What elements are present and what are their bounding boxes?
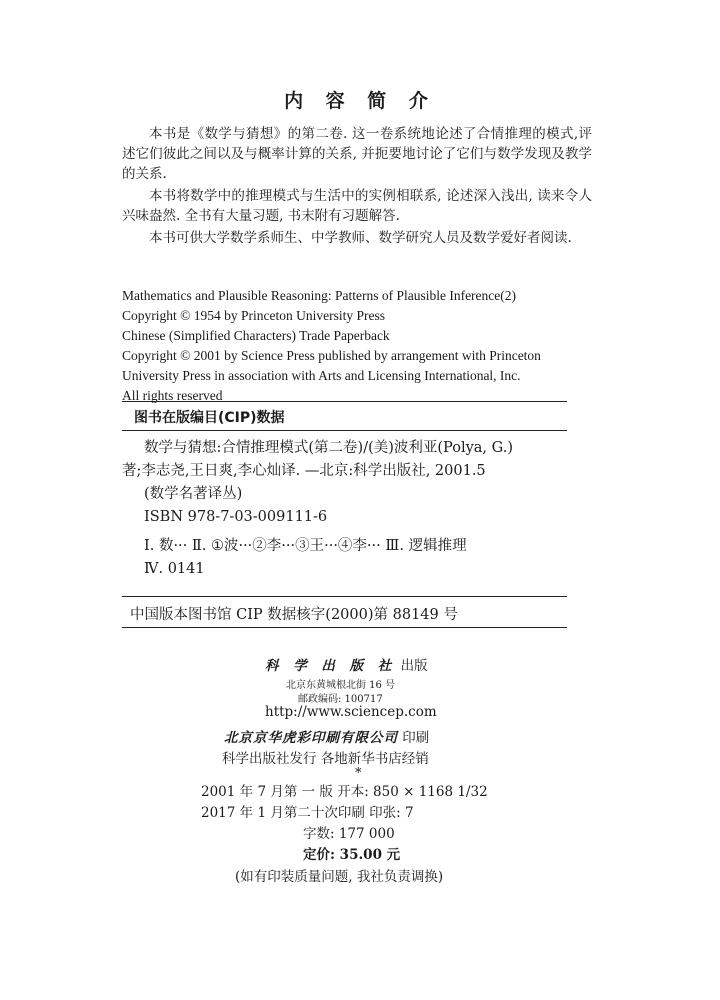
publisher-url: http://www.sciencep.com [265,704,437,720]
edition-line: 2001 年 7 月第 一 版 开本: 850 × 1168 1/32 [201,784,488,800]
printer-name: 北京京华虎彩印刷有限公司 [224,730,398,746]
divider-top [122,401,567,402]
distribution-line: 科学出版社发行 各地新华书店经销 [222,751,429,767]
english-line-1: Mathematics and Plausible Reasoning: Patterns of Plausible Inference(2) [122,288,517,303]
publisher-action: 出版 [400,658,428,674]
intro-paragraph-2: 本书将数学中的推理模式与生活中的实例相联系, 论述深入浅出, 读来令人兴味盎然. 全书有大量习题, 书末附有习题解答. [122,188,592,224]
page-title: 内 容 简 介 [284,90,436,112]
divider-cip-head [122,430,567,431]
cip-heading: 图书在版编目(CIP)数据 [134,410,285,426]
word-count: 字数: 177 000 [303,826,395,842]
publisher-address: 北京东黄城根北街 16 号 [286,680,396,691]
publisher-name: 科 学 出 版 社 [265,658,397,674]
english-line-5: University Press in association with Arts and Licensing International, Inc. [122,368,521,383]
intro-paragraph-3: 本书可供大学数学系师生、中学教师、数学研究人员及数学爱好者阅读. [149,230,572,246]
printer-line [224,726,429,746]
intro-section [122,124,592,250]
publisher-postcode: 邮政编码: 100717 [298,694,383,705]
printer-action: 印刷 [402,730,430,746]
quality-note: (如有印装质量问题, 我社负责调换) [235,869,444,885]
cip-line-6: Ⅳ. 0141 [144,561,205,577]
cip-number: 中国版本图书馆 CIP 数据核字(2000)第 88149 号 [130,607,458,623]
cip-line-3: (数学名著译丛) [144,486,243,502]
english-copyright [122,286,592,406]
cip-line-1: 数学与猜想:合情推理模式(第二卷)/(美)波利亚(Polya, G.) [144,440,513,456]
separator-star: * [355,766,362,781]
cip-line-5: Ⅰ. 数··· Ⅱ. ①波···②李···③王···④李··· Ⅲ. 逻辑推理 [144,538,467,554]
publisher-line [265,654,428,674]
cip-block [122,437,582,581]
printing-line: 2017 年 1 月第二十次印刷 印张: 7 [201,805,414,821]
cip-line-2: 著;李志尧,王日爽,李心灿译. —北京:科学出版社, 2001.5 [122,463,486,479]
intro-paragraph-1: 本书是《数学与猜想》的第二卷. 这一卷系统地论述了合情推理的模式,评述它们彼此之间以及与概率计算的关系, 并扼要地讨论了它们与数学发现及教学的关系. [122,126,592,182]
english-line-3: Chinese (Simplified Characters) Trade Paperback [122,328,390,343]
english-line-2: Copyright © 1954 by Princeton University Press [122,308,385,323]
english-line-4: Copyright © 2001 by Science Press published by arrangement with Princeton [122,348,541,363]
cip-isbn: ISBN 978-7-03-009111-6 [144,509,328,525]
english-line-6: All rights reserved [122,388,223,403]
price: 定价: 35.00 元 [303,847,401,863]
divider-cip-bottom [122,596,567,597]
divider-bottom [122,627,567,628]
